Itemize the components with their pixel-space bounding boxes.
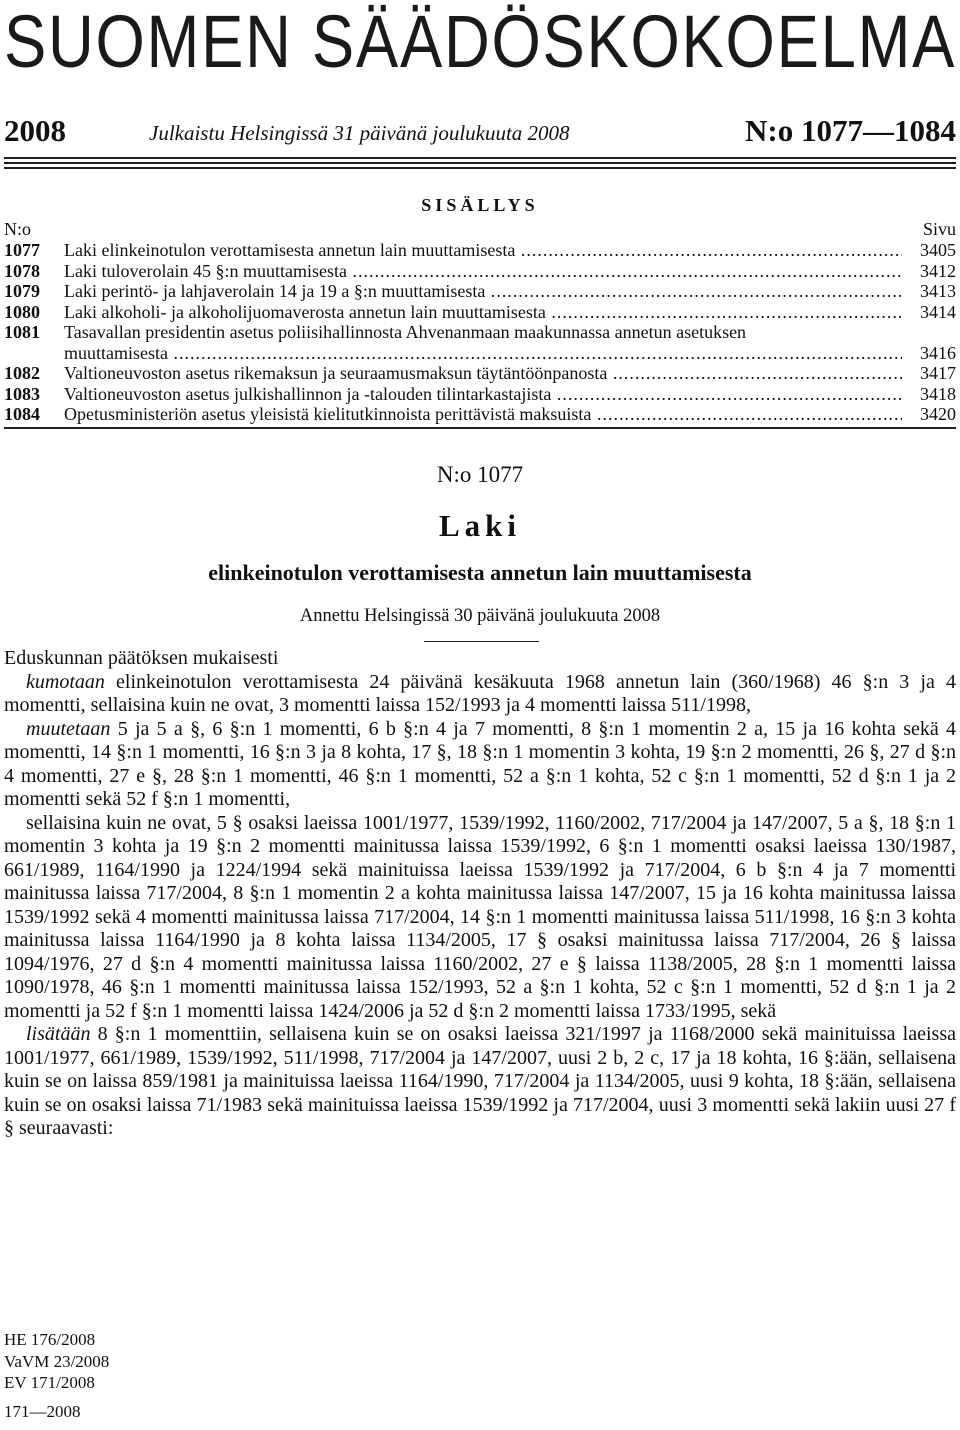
publication-year: 2008	[4, 113, 66, 148]
reference-ev: EV 171/2008	[4, 1373, 95, 1392]
toc-entry[interactable]	[4, 281, 956, 302]
rule-line	[4, 167, 956, 169]
toc-entry-title: Opetusministeriön asetus yleisistä kielitutkinnoista perittävistä maksuista .....	[64, 404, 902, 425]
toc-entry[interactable]	[4, 261, 956, 282]
masthead-title	[4, 0, 957, 83]
toc-entry[interactable]	[4, 404, 956, 425]
toc-entry-number: 1084	[4, 404, 40, 424]
paragraph-add	[4, 1023, 956, 1141]
keyword-lisataan: lisätään	[26, 1023, 91, 1045]
toc-title: SISÄLLYS	[421, 195, 539, 215]
toc-entry-page: 3412	[902, 261, 956, 282]
header-rules	[4, 157, 956, 172]
keyword-kumotaan: kumotaan	[26, 670, 105, 693]
toc-entry-number: 1082	[4, 363, 40, 383]
toc-entry-title: Valtioneuvoston asetus rikemaksun ja seuraamusmaksun täytäntöönpanosta .....	[64, 363, 902, 384]
masthead-text: SUOMEN SÄÄDÖSKOKOELMA	[4, 0, 957, 83]
law-subject: elinkeinotulon verottamisesta annetun lain muuttamisesta	[208, 560, 752, 585]
toc-entry[interactable]	[4, 322, 956, 343]
law-given-date: Annettu Helsingissä 30 päivänä joulukuuta 2008	[299, 606, 661, 626]
page-footer-code: 171—2008	[4, 1402, 81, 1421]
toc-entry-page: 3405	[902, 240, 956, 261]
paragraph-amend	[4, 718, 956, 812]
toc-entry-title-cont: muuttamisesta .....	[64, 343, 902, 364]
law-number: N:o 1077	[436, 462, 524, 487]
toc-entry-number: 1080	[4, 301, 40, 322]
publication-numbers: N:o 1077—1084	[745, 113, 956, 148]
toc-entry-title: Laki elinkeinotulon verottamisesta annetun lain muuttamisesta .....	[64, 240, 902, 261]
publication-date: Julkaistu Helsingissä 31 päivänä joulukuuta 2008	[149, 121, 570, 145]
reference-he: HE 176/2008	[4, 1330, 96, 1349]
toc-entry-title: Laki perintö- ja lahjaverolain 14 ja 19 a §:n muuttamisesta .....	[64, 281, 902, 302]
toc-entry[interactable]	[4, 363, 956, 384]
legislative-references	[4, 1329, 109, 1394]
toc-entry-page: 3418	[902, 384, 956, 405]
toc-entry-title: Laki alkoholi- ja alkoholijuomaverosta annetun lain muuttamisesta .....	[64, 302, 902, 323]
toc-entry-page: 3414	[902, 302, 956, 323]
toc-entry-page: 3420	[902, 404, 956, 425]
reference-vavm: VaVM 23/2008	[4, 1351, 110, 1371]
table-of-contents	[4, 240, 956, 425]
paragraph-as-they-are: sellaisina kuin ne ovat, 5 § osaksi laeissa 1001/1977, 1539/1992, 1160/2002, 717/2004 ja 147/2007, 5 a §, 18 §:n 1 momentin 3 kohta ja 19 §:n 2 momentti mainitussa laissa 1539/1992, 6 §:n 1 momentti osaksi laeissa 130/1987, 661/1989, 1164/1990 ja 1224/1994 sekä mainituissa laeissa 1539/1992 ja 717/2004, 6 b §:n 4 ja 7 momentti mainitussa laissa 717/2004, 8 §:n 1 momentin 2 a kohta mainitussa laissa 147/2007, 15 ja 16 kohta mainitussa laissa 1539/1992 sekä 4 momentti mainitussa laissa 717/2004, 14 §:n 1 momentti mainitussa laissa 511/1998, 16 §:n 3 kohta mainitussa laissa 1164/1990 ja 8 kohta laissa 1134/2005, 17 § osaksi mainitussa laissa 717/2004, 26 § laissa 1094/1976, 27 d §:n 4 momentti mainitussa laissa 1160/2002, 27 e § laissa 1138/2005, 28 §:n 1 momentti laissa 1090/1978, 46 §:n 1 momentti mainitussa laissa 152/1993, 52 a §:n 1 kohta, 52 c §:n 1 momentti, 52 d §:n 1 ja 2 momentti ja 52 f §:n 1 momentti laissa 1424/2006 ja 52 d §:n 2 momentti laissa 1733/1995, sekä	[4, 811, 956, 1022]
law-type: Laki	[438, 508, 522, 543]
toc-entry-number: 1079	[4, 281, 40, 301]
publication-line	[4, 113, 956, 149]
toc-header	[4, 219, 956, 240]
toc-entry-number: 1081	[4, 322, 40, 342]
toc-entry-number: 1078	[4, 260, 40, 281]
paragraph-repeal	[4, 671, 956, 718]
toc-entry[interactable]	[4, 302, 956, 323]
toc-col-page: Sivu	[922, 219, 956, 239]
law-body	[4, 647, 956, 1141]
rule-line	[4, 157, 956, 159]
toc-entry-title: Tasavallan presidentin asetus poliisihallinnosta Ahvenanmaan maakunnassa annetun asetuksen	[64, 322, 747, 342]
short-divider	[424, 641, 539, 642]
toc-entry-title: Valtioneuvoston asetus julkishallinnon ja -talouden tilintarkastajista .....	[64, 384, 902, 405]
toc-col-no: N:o	[4, 219, 31, 239]
toc-entry-number: 1083	[4, 383, 40, 404]
toc-entry-number: 1077	[4, 240, 40, 260]
toc-entry-page: 3416	[902, 343, 956, 364]
keyword-muutetaan: muutetaan	[26, 717, 111, 740]
toc-entry-number-blank	[4, 343, 64, 364]
toc-entry[interactable]	[4, 384, 956, 405]
paragraph-text: elinkeinotulon verottamisesta 24 päivänä kesäkuuta 1968 annetun lain (360/1968) 46 §:n 3 ja 4 momentti, sellaisina kuin ne ovat, 3 momentti laissa 152/1993 ja 4 momentti laissa 511/1998,	[4, 670, 956, 716]
rule-line	[4, 162, 956, 164]
toc-entry-page: 3417	[902, 363, 956, 384]
toc-entry-continuation[interactable]	[4, 343, 956, 364]
preamble: Eduskunnan päätöksen mukaisesti	[4, 647, 279, 669]
paragraph-text: 8 §:n 1 momenttiin, sellaisena kuin se on osaksi laeissa 321/1997 ja 1168/2000 sekä mainituissa laeissa 1001/1977, 661/1989, 1539/1992, 511/1998, 717/2004 ja 147/2007, uusi 2 b, 2 c, 17 ja 18 kohta, 16 §:ään, sellaisena kuin se on laissa 859/1981 ja mainituissa laeissa 1164/1990, 717/2004 ja 1134/2005, uusi 9 kohta, 18 §:ään, sellaisena kuin se on osaksi laissa 71/1983 sekä mainituissa laeissa 1539/1992 ja 717/2004, uusi 3 momentti sekä lakiin uusi 27 f § seuraavasti:	[4, 1023, 956, 1139]
paragraph-text: 5 ja 5 a §, 6 §:n 1 momentti, 6 b §:n 4 ja 7 momentti, 8 §:n 1 momentin 2 a, 15 ja 16 kohta sekä 4 momentti, 14 §:n 1 momentti, 16 §:n 3 ja 8 kohta, 17 §, 18 §:n 1 momentin 3 kohta, 19 §:n 2 momentti, 26 §, 27 d §:n 4 momentti, 27 e §, 28 §:n 1 momentti, 46 §:n 1 momentti, 52 a §:n 1 kohta, 52 c §:n 1 momentti, 52 d §:n 1 ja 2 momentti sekä 52 f §:n 1 momentti,	[4, 717, 956, 810]
toc-entry-page: 3413	[902, 281, 956, 302]
toc-entry-title: Laki tuloverolain 45 §:n muuttamisesta .....	[64, 261, 902, 282]
section-divider	[4, 427, 956, 429]
toc-entry[interactable]	[4, 240, 956, 261]
